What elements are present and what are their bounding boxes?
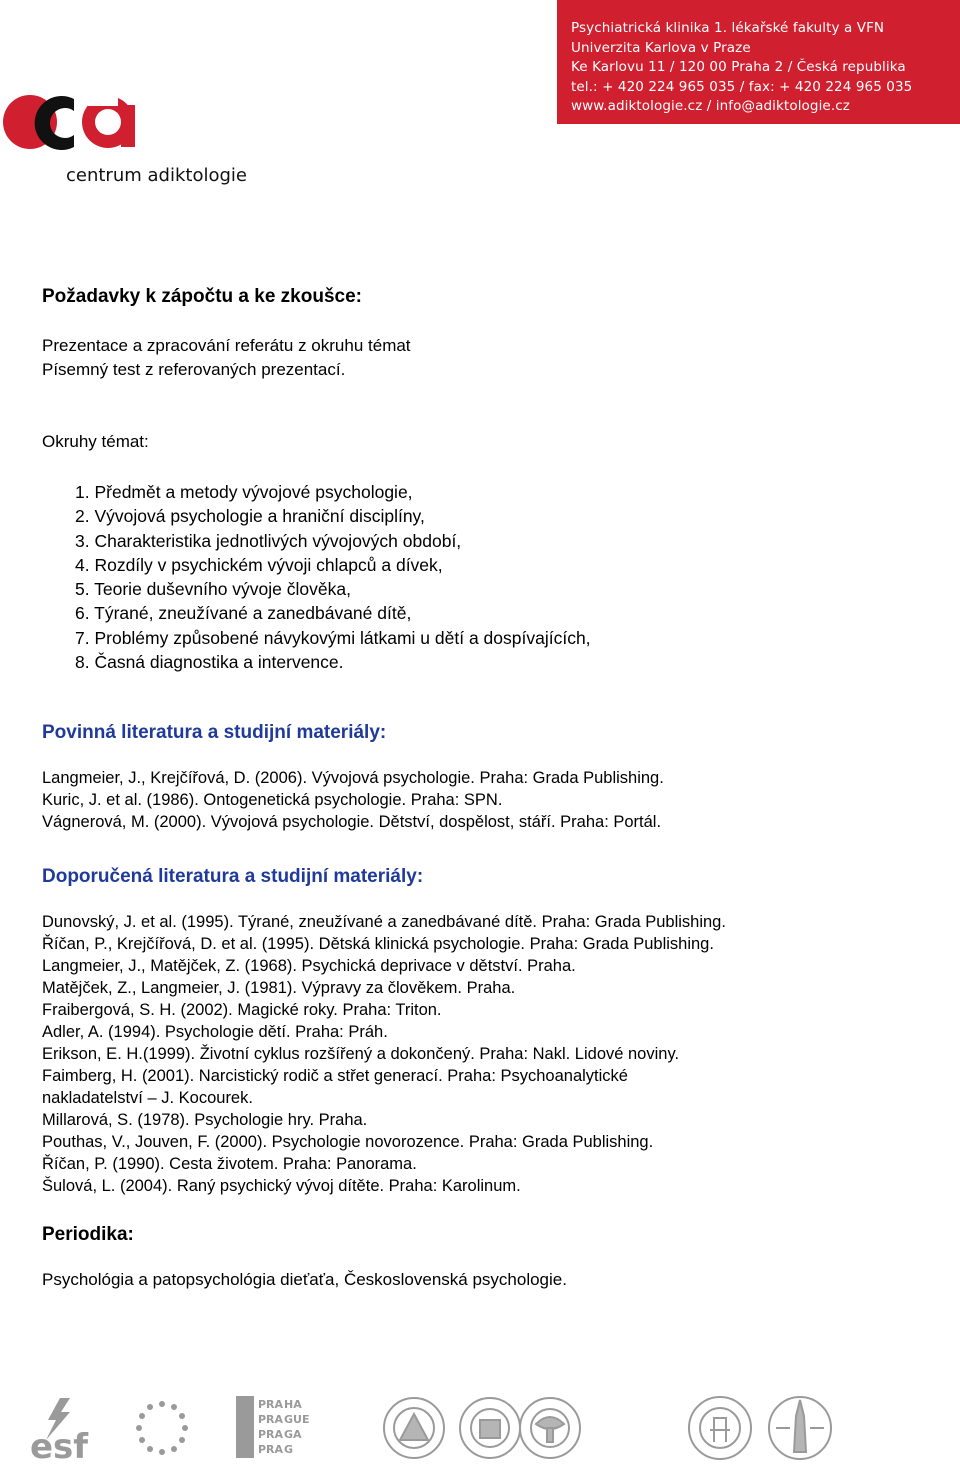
praha-cell: GA (284, 1428, 302, 1441)
eu-stars-icon (136, 1401, 188, 1455)
recommended-literature-title: Doporučená literatura a studijní materiály: (42, 866, 424, 887)
topics-title: Okruhy témat: (42, 432, 149, 451)
literature-item: Kuric, J. et al. (1986). Ontogenetická psychologie. Praha: SPN. (42, 791, 503, 809)
logo-text: centrum adiktologie (66, 165, 247, 186)
periodicals-text: Psychológia a patopsychológia dieťaťa, Československá psychologie. (42, 1270, 567, 1289)
recommended-literature-list (42, 911, 726, 1197)
literature-item: Millarová, S. (1978). Psychologie hry. Praha. (42, 1111, 368, 1129)
header-line-address: Ke Karlovu 11 / 120 00 Praha 2 / Česká republika (571, 59, 906, 76)
praha-cell: PRA (258, 1413, 284, 1426)
praha-cell: HA (284, 1398, 302, 1411)
header-line-institution: Psychiatrická klinika 1. lékařské fakulty a VFN (571, 20, 885, 36)
literature-item: Dunovský, J. et al. (1995). Týrané, zneužívané a zanedbávané dítě. Praha: Grada Publishing. (42, 913, 726, 931)
esf-logo-icon (30, 1398, 89, 1463)
literature-item: nakladatelství – J. Kocourek. (42, 1089, 253, 1107)
header-line-phone: tel.: + 420 224 965 035 / fax: + 420 224 965 035 (571, 78, 913, 95)
required-literature-list (42, 767, 664, 833)
topic-item: 2. Vývojová psychologie a hraniční disciplíny, (75, 506, 425, 527)
praha-logo-icon (236, 1396, 309, 1458)
requirements-line-2: Písemný test z referovaných prezentací. (42, 360, 346, 379)
literature-item: Adler, A. (1994). Psychologie dětí. Praha: Práh. (42, 1023, 388, 1041)
praha-cell: PRA (258, 1428, 284, 1441)
topic-item: 6. Týrané, zneužívané a zanedbávané dítě, (75, 603, 412, 624)
topic-item: 8. Časná diagnostika a intervence. (75, 652, 344, 673)
literature-item: Pouthas, V., Jouven, F. (2000). Psychologie novorozence. Praha: Grada Publishing. (42, 1133, 654, 1151)
literature-item: Říčan, P. (1990). Cesta životem. Praha: Panorama. (42, 1155, 417, 1173)
required-literature-title: Povinná literatura a studijní materiály: (42, 722, 387, 743)
praha-cell: GUE (284, 1413, 310, 1426)
literature-item: Vágnerová, M. (2000). Vývojová psychologie. Dětství, dospělost, stáří. Praha: Portál. (42, 813, 662, 831)
topics-list (75, 480, 591, 674)
literature-item: Šulová, L. (2004). Raný psychický vývoj dítěte. Praha: Karolinum. (42, 1177, 521, 1195)
header-line-web[interactable]: www.adiktologie.cz / info@adiktologie.cz (571, 98, 850, 115)
literature-item: Langmeier, J., Krejčířová, D. (2006). Vývojová psychologie. Praha: Grada Publishing. (42, 769, 664, 787)
footer-logos-strip (0, 1390, 960, 1463)
topic-item: 4. Rozdíly v psychickém vývoji chlapců a dívek, (75, 554, 443, 575)
praha-cell: PRA (258, 1443, 284, 1456)
topic-item: 5. Teorie duševního vývoje člověka, (75, 579, 351, 600)
literature-item: Faimberg, H. (2001). Narcistický rodič a střet generací. Praha: Psychoanalytické (42, 1067, 628, 1085)
university-seal-icon (384, 1398, 444, 1458)
praha-cell: PRA (258, 1398, 284, 1411)
periodicals-title: Periodika: (42, 1224, 134, 1245)
hospital-seal-icon (689, 1397, 751, 1459)
faculty-seal-icon (460, 1398, 520, 1458)
topic-item: 3. Charakteristika jednotlivých vývojových období, (75, 530, 462, 551)
header-contact-block (557, 0, 960, 124)
footer-logos (0, 1390, 960, 1463)
praha-cell: G (284, 1443, 294, 1456)
eagle-seal-icon (520, 1398, 580, 1458)
literature-item: Fraibergová, S. H. (2002). Magické roky. Praha: Triton. (42, 1001, 442, 1019)
topic-item: 1. Předmět a metody vývojové psychologie, (75, 482, 413, 502)
topic-item: 7. Problémy způsobené návykovými látkami u dětí a dospívajících, (75, 627, 591, 648)
literature-item: Matějček, Z., Langmeier, J. (1981). Výpravy za člověkem. Praha. (42, 979, 516, 997)
literature-item: Langmeier, J., Matějček, Z. (1968). Psychická deprivace v dětství. Praha. (42, 957, 576, 975)
tower-seal-icon (769, 1397, 831, 1459)
literature-item: Říčan, P., Krejčířová, D. et al. (1995). Dětská klinická psychologie. Praha: Grada Publishing. (42, 935, 714, 953)
requirements-title: Požadavky k zápočtu a ke zkoušce: (42, 286, 362, 307)
header-line-university: Univerzita Karlova v Praze (571, 39, 751, 56)
literature-item: Erikson, E. H.(1999). Životní cyklus rozšířený a dokončený. Praha: Nakl. Lidové noviny. (42, 1045, 680, 1063)
requirements-line-1: Prezentace a zpracování referátu z okruhu témat (42, 336, 411, 355)
esf-text: esf (30, 1427, 89, 1463)
